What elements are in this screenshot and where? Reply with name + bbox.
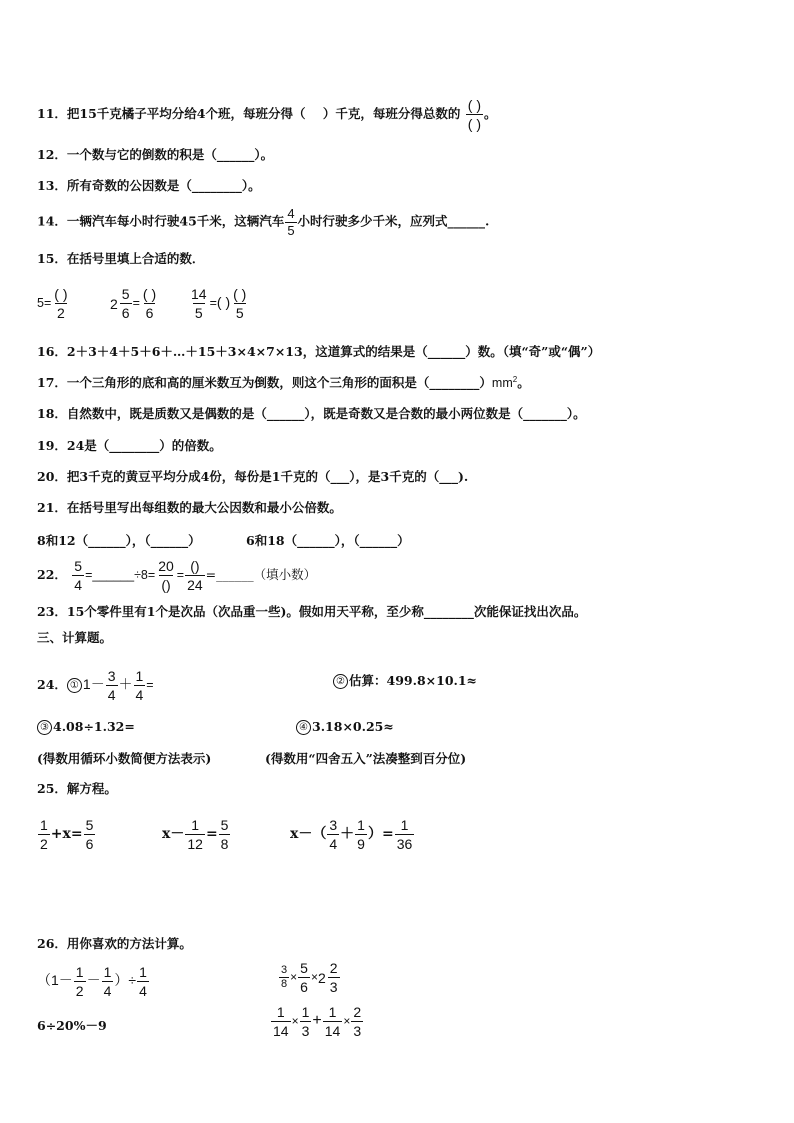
question-23: 23．15个零件里有1个是次品（次品重一些)。假如用天平称，至少称________次能保证找出次品。 (37, 604, 587, 619)
q25-text: 解方程。 (66, 781, 117, 796)
q26-expr-1[interactable]: （1－ $\frac{1}{2}$ － $\frac{1}{4}$ ）÷ $\frac{1}{4}$ (37, 964, 147, 1000)
q24-note-4: (得数用“四舍五入”法凑整到百分位) (265, 751, 467, 766)
question-24: 24． ① 1－ $\frac{3}{4}$ ＋ $\frac{1}{4}$ = (37, 668, 154, 704)
question-25: 25．解方程。 (37, 781, 117, 796)
question-15: 15．在括号里填上合适的数． (37, 251, 205, 266)
q14-text-a: 一辆汽车每小时行驶45千米，这辆汽车 (66, 213, 285, 229)
q24-part-4[interactable]: ④ 3.18×0.25≈ (296, 719, 394, 735)
question-12: 12．一个数与它的倒数的积是（______）。 (37, 147, 274, 162)
q25-equation-1[interactable]: $\frac{1}{2}$ +x= $\frac{5}{6}$ (40, 817, 94, 853)
q25-equation-2[interactable]: x－ $\frac{1}{12}$ = $\frac{5}{8}$ (162, 817, 229, 853)
question-11 (37, 97, 497, 132)
q11-end: 。 (484, 106, 497, 122)
q13-text: 所有奇数的公因数是（________）。 (66, 178, 261, 193)
circle-1: ① (67, 678, 82, 693)
question-19: 19．24是（________）的倍数。 (37, 438, 222, 453)
section-3-title: 三、计算题。 (37, 630, 113, 645)
q19-text: 24是（________）的倍数。 (66, 438, 222, 453)
q14-fraction: $\frac{4}{5}$ (287, 206, 295, 238)
q11-text-b: ）千克，每班分得总数的 (322, 106, 461, 122)
q15-text: 在括号里填上合适的数． (66, 251, 205, 266)
q26-expr-4[interactable]: $\frac{1}{14}$ × $\frac{1}{3}$ + $\frac{1}{14}$ × $\frac{2}{3}$ (273, 1004, 362, 1040)
q15-expr-2[interactable]: 2 $\frac{5}{6}$ = $\frac{( )}{6}$ (110, 286, 157, 322)
q15-expr-1[interactable]: 5= $\frac{( )}{2}$ (37, 286, 68, 322)
question-17: 17．一个三角形的底和高的厘米数互为倒数，则这个三角形的面积是$(\_\_\_\_\_\_\_\_)mm^2$。 (37, 375, 530, 391)
q16-text: 2＋3＋4＋5＋6＋…＋15＋3×4×7×13，这道算式的结果是（______）数。（填“奇”或“偶”） (66, 344, 601, 359)
q24-note-3: (得数用循环小数简便方法表示) (37, 751, 212, 766)
question-21: 21．在括号里写出每组数的最大公因数和最小公倍数。 (37, 500, 342, 515)
q22-blank-2[interactable]: =______（填小数） (205, 567, 317, 583)
q11-answer-blank[interactable] (306, 106, 323, 121)
q11-text-a: 把15千克橘子平均分给4个班，每班分得（ (66, 106, 306, 122)
question-22: 22． $\frac{5}{4}$ =______÷8= $\frac{20}{()}$ = $\frac{()}{24}$ =______（填小数） (37, 558, 317, 594)
question-20: 20．把3千克的黄豆平均分成4份，每份是1千克的（___），是3千克的（___). (37, 469, 469, 484)
question-14: 14．一辆汽车每小时行驶45千米，这辆汽车 $\frac{4}{5}$ 小时行驶多少千米，应列式______. (37, 206, 490, 238)
q-number: 11． (37, 106, 67, 122)
q11-fraction-blank[interactable]: $\frac{( )}{( )}$ (467, 97, 482, 133)
q21-part-b[interactable]: 6和18（______），（______） (246, 533, 410, 548)
q24-part-3[interactable]: ③ 4.08÷1.32= (37, 719, 135, 735)
question-13: 13．所有奇数的公因数是（________）。 (37, 178, 261, 193)
q12-text: 一个数与它的倒数的积是（______）。 (66, 147, 274, 162)
q21-text: 在括号里写出每组数的最大公因数和最小公倍数。 (66, 500, 342, 515)
q17-unit: mm (491, 376, 513, 391)
q24-part-2[interactable]: ② 估算：499.8×10.1≈ (333, 671, 477, 689)
q26-expr-2[interactable]: $\frac{3}{8}$ × $\frac{5}{6}$ × 2 $\frac{2}{3}$ (281, 960, 338, 996)
q17-text: 一个三角形的底和高的厘米数互为倒数，则这个三角形的面积是（________） (66, 375, 492, 391)
question-18: 18．自然数中，既是质数又是偶数的是（______），既是奇数又是合数的最小两位数是（_______）。 (37, 406, 586, 421)
q26-expr-3[interactable]: 6÷20%－9 (37, 1018, 107, 1033)
q15-expr-3[interactable]: $\frac{14}{5}$ =( ) $\frac{( )}{5}$ (191, 286, 247, 322)
q26-text: 用你喜欢的方法计算。 (66, 936, 192, 951)
q18-text: 自然数中，既是质数又是偶数的是（______），既是奇数又是合数的最小两位数是（_______）。 (66, 406, 586, 421)
question-16: 16．2＋3＋4＋5＋6＋…＋15＋3×4×7×13，这道算式的结果是（______）数。（填“奇”或“偶”） (37, 344, 601, 359)
q22-blank-1[interactable]: =______÷8= (85, 568, 156, 583)
q25-equation-3[interactable]: x－（ $\frac{3}{4}$ ＋ $\frac{1}{9}$ ）= $\frac{1}{36}$ (290, 817, 413, 853)
q14-text-b: 小时行驶多少千米，应列式______. (297, 213, 490, 229)
q23-text: 15个零件里有1个是次品（次品重一些)。假如用天平称，至少称________次能保证找出次品。 (66, 604, 587, 619)
q20-text: 把3千克的黄豆平均分成4份，每份是1千克的（___），是3千克的（___). (66, 469, 469, 484)
q21-part-a[interactable]: 8和12（______），（______） (37, 533, 201, 548)
question-26: 26．用你喜欢的方法计算。 (37, 936, 192, 951)
